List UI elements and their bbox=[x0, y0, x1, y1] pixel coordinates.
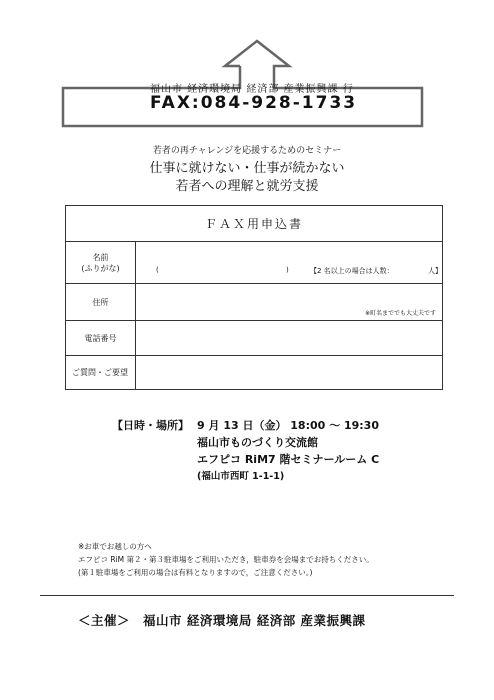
recipient: 福山市 経済環境局 経済部 産業振興課 行 bbox=[150, 84, 354, 95]
parking-note-line2: (第１駐車場をご利用の場合は有料となりますので，ご注意ください。) bbox=[78, 568, 313, 577]
event-datetime: 9 月 13 日（金） 18:00 ～ 19:30 bbox=[197, 419, 379, 432]
question-field[interactable] bbox=[142, 361, 437, 383]
event-venue-line1: 福山市ものづくり交流館 bbox=[197, 436, 318, 449]
name-field[interactable] bbox=[142, 256, 437, 274]
name-row bbox=[66, 242, 442, 284]
phone-row bbox=[66, 321, 442, 356]
event-label: 【日時・場所】 bbox=[112, 419, 189, 432]
address-row bbox=[66, 284, 442, 321]
address-note: ※町名まででも大丈夫です bbox=[364, 310, 436, 317]
footer-divider bbox=[40, 595, 454, 596]
name-label: 名前 bbox=[92, 252, 109, 262]
organizer: ＜主催＞ 福山市 経済環境局 経済部 産業振興課 bbox=[78, 613, 366, 628]
event-venue-line2: エフピコ RiM7 階セミナールーム C bbox=[197, 453, 380, 466]
fax-number: FAX:084-928-1733 bbox=[150, 93, 358, 113]
address-field[interactable] bbox=[142, 290, 437, 306]
seminar-title-line1: 仕事に就けない・仕事が続かない bbox=[149, 161, 345, 176]
parking-note-line1: エフピコ RiM 第２・第３駐車場をご利用いただき，駐車券を会場までお持ちください。 bbox=[78, 555, 374, 564]
question-label: ご質問・ご要望 bbox=[72, 368, 128, 377]
seminar-lead: 若者の再チャレンジを応援するためのセミナー bbox=[152, 146, 342, 156]
phone-label: 電話番号 bbox=[84, 333, 117, 343]
name-open-paren: ( bbox=[156, 266, 159, 274]
question-label-cell bbox=[66, 356, 136, 389]
question-row bbox=[66, 356, 442, 389]
event-address: (福山市西町 1-1-1) bbox=[197, 471, 285, 482]
name-close-paren: ) bbox=[286, 266, 289, 274]
name-label-cell bbox=[66, 242, 136, 283]
application-form bbox=[65, 205, 443, 390]
address-label-cell bbox=[66, 284, 136, 320]
group-count-note: 【2 名以上の場合は人数： bbox=[310, 267, 394, 275]
parking-note-heading: ※お車でお越しの方へ bbox=[78, 542, 152, 551]
form-title: ＦＡＸ用申込書 bbox=[66, 206, 442, 242]
address-label: 住所 bbox=[92, 297, 109, 307]
phone-label-cell bbox=[66, 321, 136, 355]
group-count-note-end: 人】 bbox=[428, 267, 442, 275]
name-kana-label: (ふりがな) bbox=[81, 263, 120, 273]
seminar-title-line2: 若者への理解と就労支援 bbox=[175, 179, 319, 194]
phone-field[interactable] bbox=[142, 327, 437, 349]
